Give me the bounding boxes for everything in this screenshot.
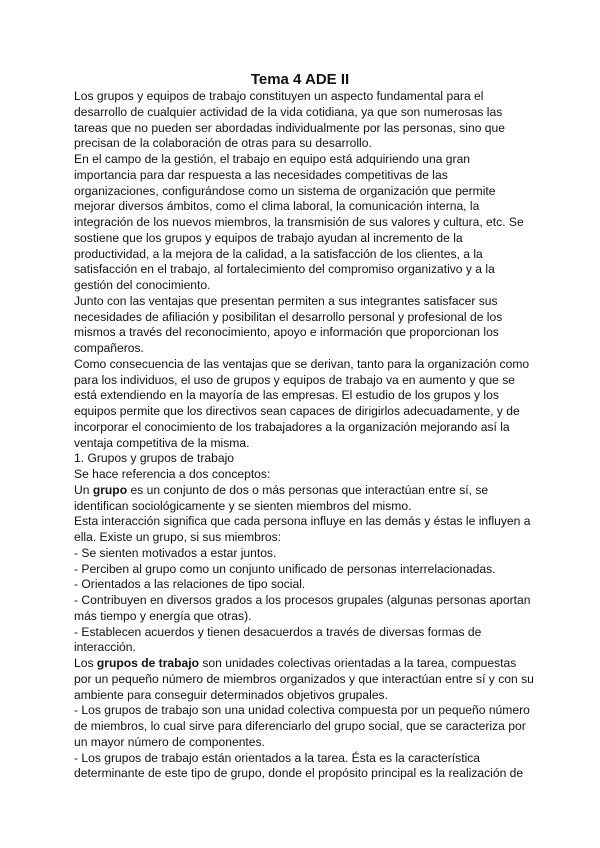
definition-lead: Un (74, 482, 93, 497)
list-item: - Los grupos de trabajo son una unidad colectiva compuesta por un pequeño número de miembros, lo cual sirve para diferenciarlo del grupo social, que se caracteriza por un mayor número de componentes. (74, 703, 530, 749)
list-item: - Perciben al grupo como un conjunto unificado de personas interrelacionadas. (74, 561, 496, 576)
definition-grupo (74, 483, 534, 515)
definition-term: grupo (92, 482, 128, 497)
paragraph-conceptos: Se hace referencia a dos conceptos: (74, 467, 271, 481)
paragraph-intro: Los grupos y equipos de trabajo constituyen un aspecto fundamental para el desarrollo de cualquier actividad de la vida cotidiana, ya que son numerosas las tareas que no pueden ser abordadas individualmente por las personas, sino que precisan de la colaboración de otras para su desarrollo. (74, 89, 505, 151)
document-body (74, 89, 534, 782)
list-item: - Los grupos de trabajo están orientados a la tarea. Ésta es la característica determinante de este tipo de grupo, donde el propósito principal es la realización de (74, 750, 524, 781)
definition-grupos-trabajo (74, 656, 534, 703)
paragraph-interaccion: Esta interacción significa que cada persona influye en las demás y éstas le influyen a ella. Existe un grupo, si sus miembros: (74, 514, 531, 544)
paragraph-consecuencia: Como consecuencia de las ventajas que se derivan, tanto para la organización como para los individuos, el uso de grupos y equipos de trabajo va en aumento y que se está extendiendo en la mayoría de las empresas. El estudio de los grupos y los equipos permite que los directivos sean capaces de dirigirlos adecuadamente, y de incorporar el conocimiento de los trabajadores a la organización mejorando así la ventaja competitiva de la misma. (74, 356, 530, 450)
paragraph-gestion: En el campo de la gestión, el trabajo en equipo está adquiriendo una gran importancia para dar respuesta a las necesidades competitivas de las organizaciones, configurándose como un sistema de organización que permite mejorar diversos ámbitos, como el clima laboral, la comunicación interna, la integración de los nuevos miembros, la transmisión de sus valores y cultura, etc. Se sostiene que los grupos y equipos de trabajo ayudan al incremento de la productividad, a la mejora de la calidad, a la satisfacción de los clientes, a la satisfacción en el trabajo, al fortalecimiento del compromiso organizativo y a la gestión del conocimiento. (74, 152, 524, 292)
definition-text: son unidades colectivas orientadas a la tarea, compuestas por un pequeño número de miembros organizados y que interactúan entre sí y con su ambiente para conseguir determinados objetivos grupales. (74, 656, 534, 702)
list-item: - Orientados a las relaciones de tipo social. (74, 577, 306, 592)
section-heading: 1. Grupos y grupos de trabajo (74, 451, 235, 466)
paragraph-ventajas: Junto con las ventajas que presentan permiten a sus integrantes satisfacer sus necesidades de afiliación y posibilitan el desarrollo personal y profesional de los mismos a través del reconocimiento, apoyo e información que proporcionan los compañeros. (74, 293, 503, 355)
document-title: Tema 4 ADE II (250, 71, 350, 88)
list-item: - Se sienten motivados a estar juntos. (74, 545, 277, 560)
list-item: - Contribuyen en diversos grados a los procesos grupales (algunas personas aportan más tiempo y energía que otras). (74, 593, 531, 623)
list-item: - Establecen acuerdos y tienen desacuerdos a través de diversas formas de interacción. (74, 624, 482, 655)
definition-text: es un conjunto de dos o más personas que interactúan entre sí, se identifican sociológicamente y se sienten miembros del mismo. (74, 482, 489, 513)
definition-lead: Los (74, 656, 97, 670)
definition-term: grupos de trabajo (96, 656, 199, 670)
